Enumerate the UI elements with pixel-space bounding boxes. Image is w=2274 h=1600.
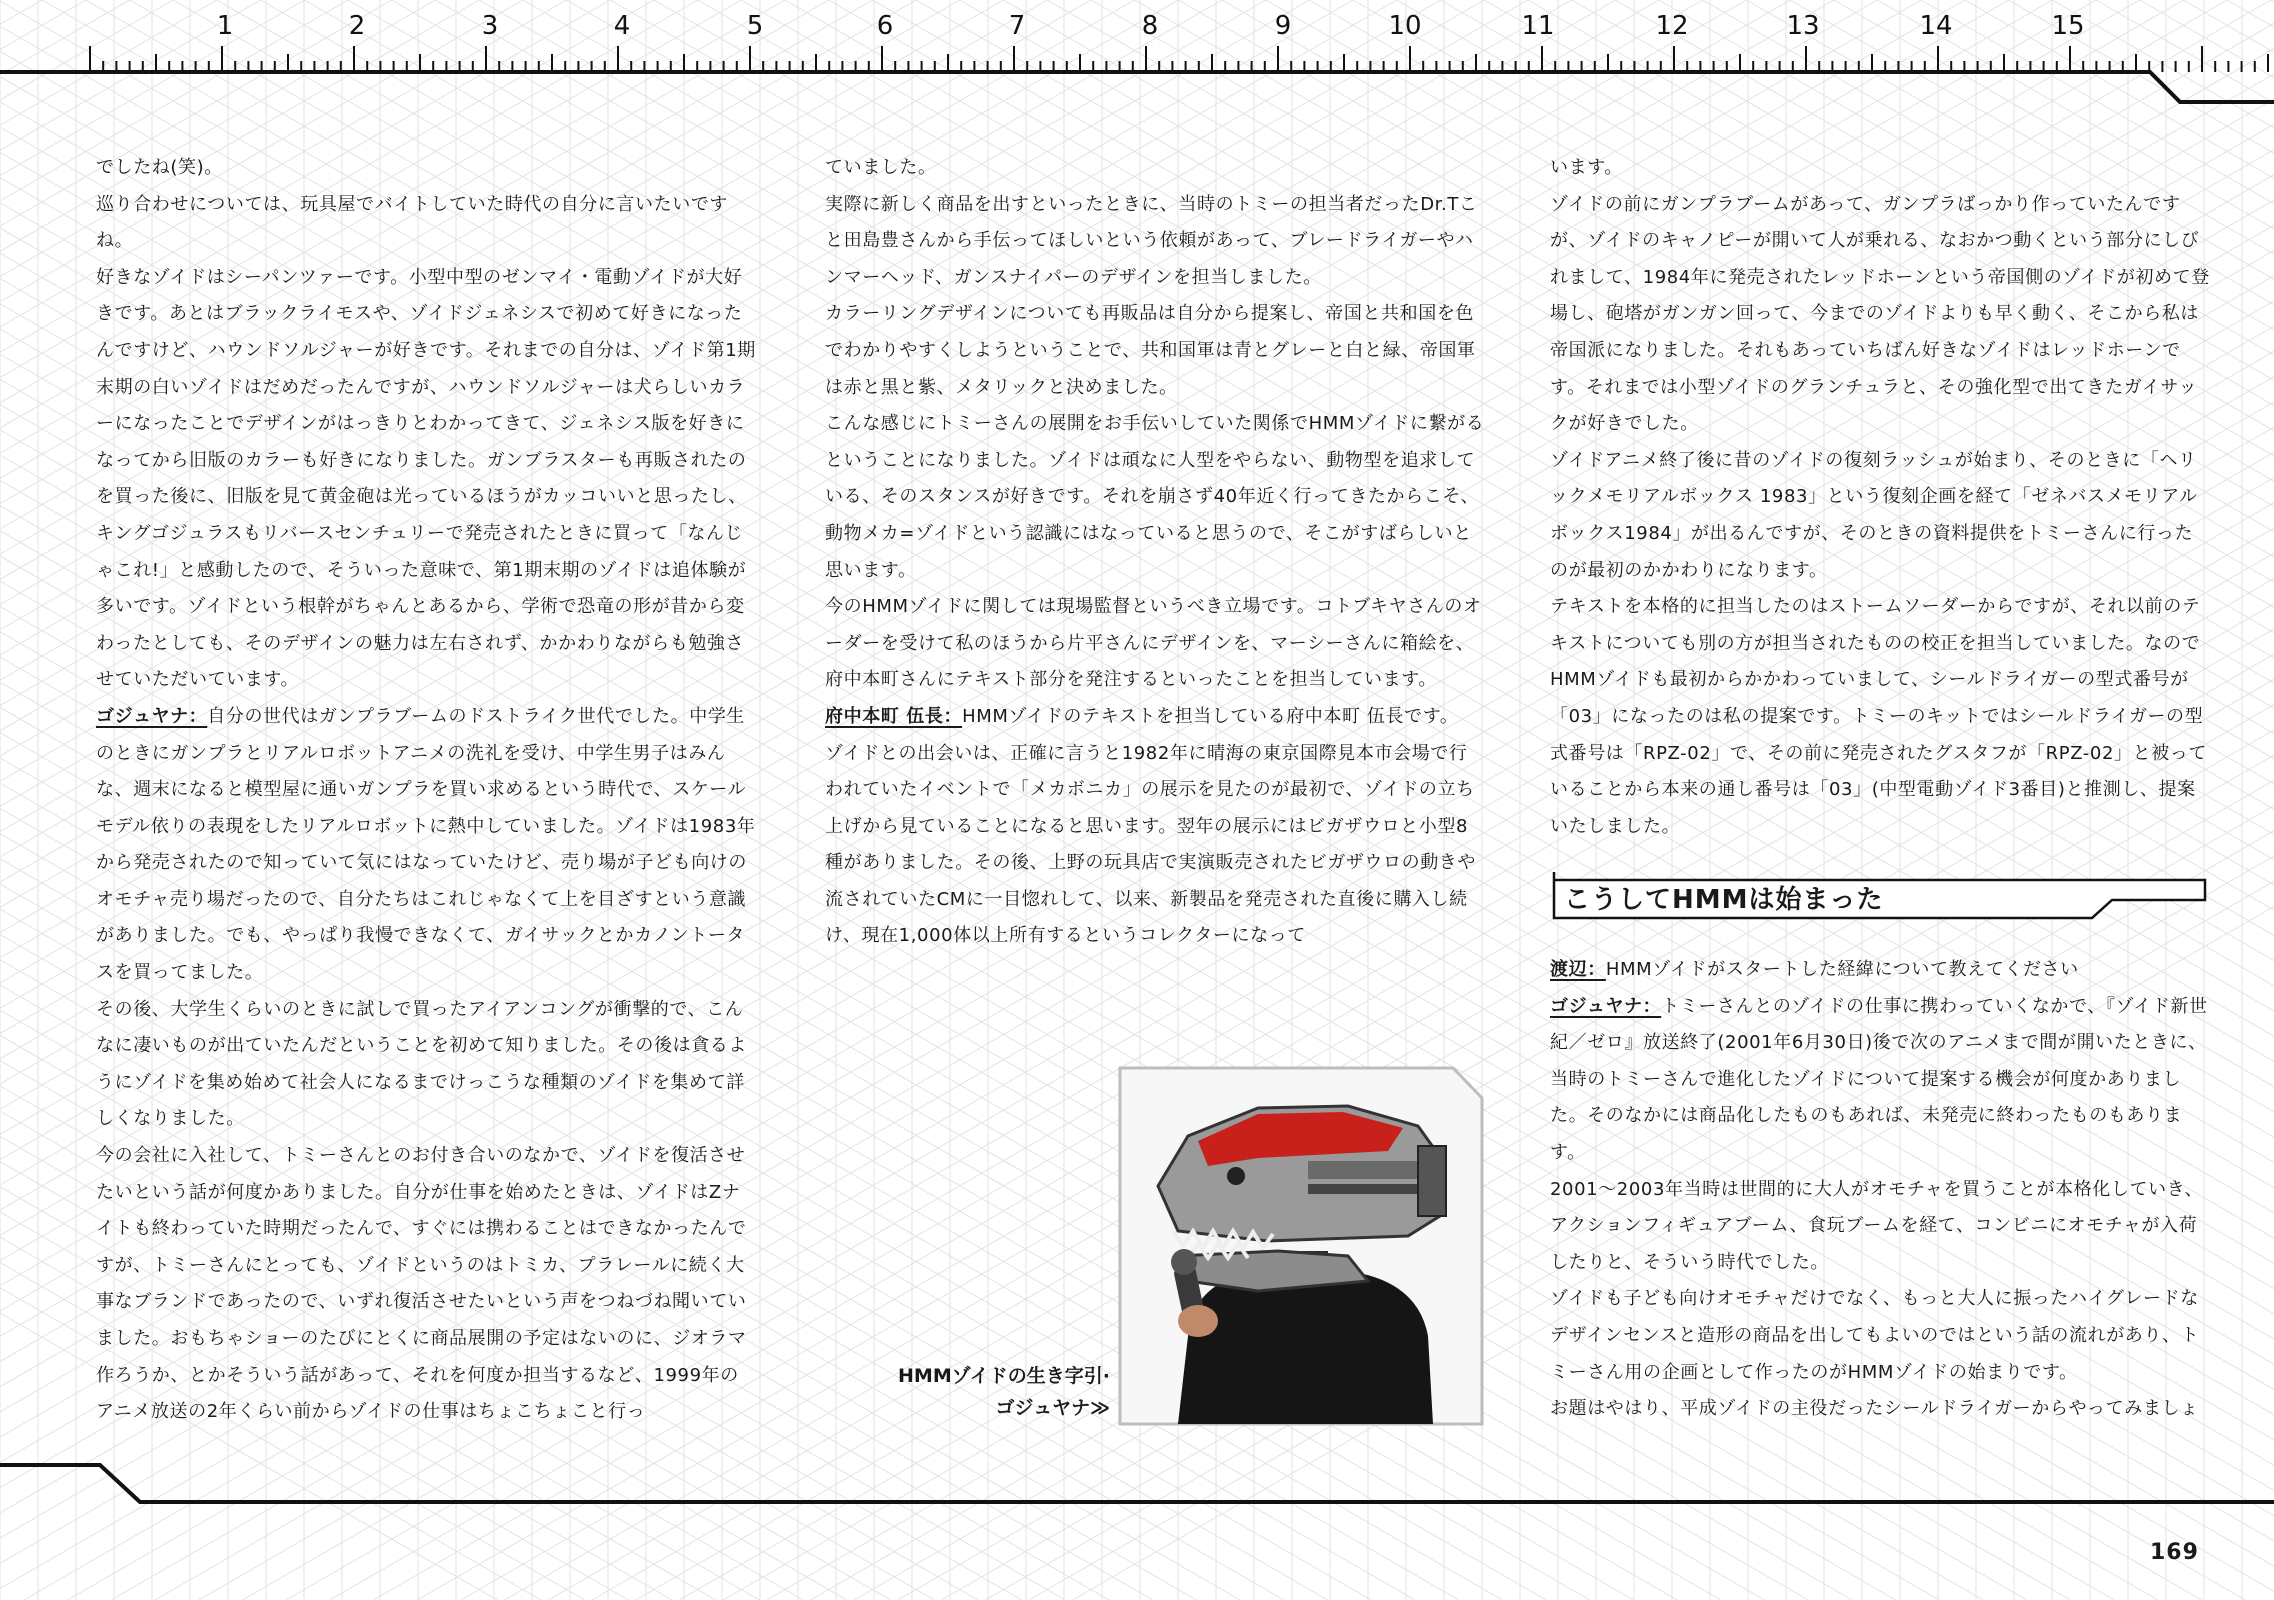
speaker-name: ゴジュヤナ： [96, 705, 208, 727]
ruler-number: 13 [1786, 11, 1820, 41]
speaker-text: HMMゾイドのテキストを担当している府中本町 伍長です。 [962, 705, 1459, 727]
paragraph [1550, 952, 2210, 989]
paragraph: ゾイドアニメ終了後に昔のゾイドの復刻ラッシュが始まり、そのときに「ヘリックメモリアルボックス 1983」という復刻企画を経て「ゼネバスメモリアルボックス1984」が出るんですが、そのときの資料提供をトミーさんに行ったのが最初のかかわりになります。 [1550, 449, 2198, 581]
interviewee-photo [1118, 1066, 1484, 1426]
paragraph: お題はやはり、平成ゾイドの主役だったシールドライガーからやってみましょ [1550, 1398, 2199, 1420]
paragraph: カラーリングデザインについても再販品は自分から提案し、帝国と共和国を色でわかりやすくしようということで、共和国軍は青とグレーと白と緑、帝国軍は赤と黒と紫、メタリックと決めました。 [825, 303, 1476, 398]
speaker-name: 渡辺： [1550, 959, 1606, 980]
paragraph: ゾイドも子ども向けオモチャだけでなく、もっと大人に振ったハイグレードなデザインセンスと造形の商品を出してもよいのではという話の流れがあり、トミーさん用の企画として作ったのがHMMゾイドの始まりです。 [1550, 1288, 2200, 1383]
photo-caption [880, 1360, 1110, 1424]
paragraph: 2001～2003年当時は世間的に大人がオモチャを買うことが本格化していき、アクションフィギュアブーム、食玩ブームを経て、コンビニにオモチャが入荷したりと、そういう時代でした。 [1550, 1178, 2204, 1273]
paragraph: 好きなゾイドはシーパンツァーです。小型中型のゼンマイ・電動ゾイドが大好きです。あとはブラックライモスや、ゾイドジェネシスで初めて好きになったんですけど、ハウンドソルジャーが好きです。それまでの自分は、ゾイド第1期末期の白いゾイドはだめだったんですが、ハウンドソルジャーは犬らしいカラーになったことでデザインがはっきりとわかってきて、ジェネシス版を好きになってから旧版のカラーも好きになりました。ガンブラスターも再販されたのを買った後に、旧版を見て黄金砲は光っているほうがカッコいいと思ったし、キングゴジュラスもリバースセンチュリーで発売されたときに買って「なんじゃこれ!」と感動したので、そういった意味で、第1期末期のゾイドは追体験が多いです。ゾイドという根幹がちゃんとあるから、学術で恐竜の形が昔から変わったとしても、そのデザインの魅力は左右されず、かかわりながらも勉強させていただいています。 [96, 266, 756, 691]
paragraph: 今のHMMゾイドに関しては現場監督というべき立場です。コトブキヤさんのオーダーを受けて私のほうから片平さんにデザインを、マーシーさんに箱絵を、府中本町さんにテキスト部分を発注するといったことを担当しています。 [825, 596, 1482, 691]
paragraph [825, 699, 1485, 736]
paragraph: 巡り合わせについては、玩具屋でバイトしていた時代の自分に言いたいですね。 [96, 193, 729, 252]
page-number: 169 [2150, 1540, 2199, 1565]
caption-line-2: ゴジュヤナ≫ [995, 1397, 1110, 1419]
paragraph: その後、大学生くらいのときに試しで買ったアイアンコングが衝撃的で、こんなに凄いものが出ていたんだということを初めて知りました。その後は貪るようにゾイドを集め始めて社会人になるまでけっこうな種類のゾイドを集めて詳しくなりました。 [96, 998, 747, 1130]
ruler-number: 14 [1919, 11, 1953, 41]
paragraph: ゾイドとの出会いは、正確に言うと1982年に晴海の東京国際見本市会場で行われていたイベントで「メカボニカ」の展示を見たのが最初で、ゾイドの立ち上げから見ていることになると思います。翌年の展示にはビガザウロと小型8種がありました。その後、上野の玩具店で実演販売されたビガザウロの動きや流されていたCMに一目惚れして、以来、新製品を発売された直後に購入し続け、現在1,000体以上所有するというコレクターになって [825, 742, 1476, 947]
paragraph: テキストを本格的に担当したのはストームソーダーからですが、それ以前のテキストについても別の方が担当されたものの校正を担当していました。なのでHMMゾイドも最初からかかわっていまして、シールドライガーの型式番号が「03」になったのは私の提案です。トミーのキットではシールドライガーの型式番号は「RPZ-02」で、その前に発売されたグスタフが「RPZ-02」と被っていることから本来の通し番号は「03」(中型電動ゾイド3番目)と推測し、提案いたしました。 [1550, 596, 2208, 837]
ruler-number: 10 [1388, 11, 1422, 41]
ruler-number: 9 [1274, 11, 1292, 41]
ruler-number: 2 [348, 11, 366, 41]
paragraph: でしたね(笑)。 [96, 157, 223, 178]
ruler-number: 11 [1521, 11, 1555, 41]
zoid-helmet-figure-image [1118, 1066, 1484, 1426]
section-body [1550, 952, 2210, 1428]
text-column-2 [825, 150, 1485, 955]
ruler-number: 4 [613, 11, 631, 41]
ruler-number: 12 [1655, 11, 1689, 41]
text-column-1 [96, 150, 756, 1431]
ruler-number: 1 [216, 11, 234, 41]
speaker-name: ゴジュヤナ： [1550, 995, 1662, 1017]
paragraph [96, 699, 756, 992]
paragraph: こんな感じにトミーさんの展開をお手伝いしていた関係でHMMゾイドに繋がるということになりました。ゾイドは頑なに人型をやらない、動物型を追求している、そのスタンスが好きです。それを崩さず40年近く行ってきたからこそ、動物メカ=ゾイドという認識にはなっていると思うので、そこがすばらしいと思います。 [825, 413, 1485, 581]
speaker-text: トミーさんとのゾイドの仕事に携わっていくなかで、『ゾイド新世紀／ゼロ』放送終了(2001年6月30日)後で次のアニメまで間が開いたときに、当時のトミーさんで進化したゾイドについて提案する機会が何度かありました。そのなかには商品化したものもあれば、未発売に終わったものもあります。 [1550, 995, 2208, 1163]
ruler [0, 0, 2274, 110]
paragraph: ていました。 [825, 157, 937, 178]
paragraph: ゾイドの前にガンプラブームがあって、ガンプラばっかり作っていたんですが、ゾイドのキャノピーが開いて人が乗れる、なおかつ動くという部分にしびれまして、1984年に発売されたレッドホーンという帝国側のゾイドが初めて登場し、砲塔がガンガン回って、今までのゾイドよりも早く動く、そこから私は帝国派になりました。それもあっていちばん好きなゾイドはレッドホーンです。それまでは小型ゾイドのグランチュラと、その強化型で出てきたガイサックが好きでした。 [1550, 193, 2210, 435]
caption-line-1: HMMゾイドの生き字引· [898, 1365, 1110, 1387]
speaker-text: 自分の世代はガンプラブームのドストライク世代でした。中学生のときにガンプラとリアルロボットアニメの洗礼を受け、中学生男子はみんな、週末になると模型屋に通いガンプラを買い求めるという時代で、スケールモデル依りの表現をしたリアルロボットに熱中していました。ゾイドは1983年から発売されたので知っていて気にはなっていたけど、売り場が子ども向けのオモチャ売り場だったので、自分たちはこれじゃなくて上を目ざすという意識がありました。でも、やっぱり我慢できなくて、ガイサックとかカノントータスを買ってました。 [96, 705, 756, 984]
ruler-number: 15 [2051, 11, 2085, 41]
paragraph: 実際に新しく商品を出すといったときに、当時のトミーの担当者だったDr.Tこと田島豊さんから手伝ってほしいという依頼があって、ブレードライガーやハンマーヘッド、ガンスナイパーのデザインを担当しました。 [825, 193, 1478, 288]
section-heading-text: こうしてHMMは始まった [1564, 885, 1884, 915]
paragraph: います。 [1550, 157, 1623, 178]
section-heading [1552, 870, 2207, 920]
paragraph: 今の会社に入社して、トミーさんとのお付き合いのなかで、ゾイドを復活させたいという話が何度かありました。自分が仕事を始めたときは、ゾイドはZナイトも終わっていた時期だったんで、すぐには携わることはできなかったんですが、トミーさんにとっても、ゾイドというのはトミカ、プラレールに続く大事なブランドであったので、いずれ復活させたいという声をつねづね聞いていました。おもちゃショーのたびにとくに商品展開の予定はないのに、ジオラマ作ろうか、とかそういう話があって、それを何度か担当するなど、1999年のアニメ放送の2年くらい前からゾイドの仕事はちょこちょこと行っ [96, 1145, 747, 1423]
ruler-number: 8 [1141, 11, 1159, 41]
paragraph [1550, 989, 2210, 1172]
ruler-number: 7 [1008, 11, 1026, 41]
ruler-number: 5 [746, 11, 764, 41]
speaker-name: 府中本町 伍長： [825, 705, 963, 727]
speaker-text: HMMゾイドがスタートした経緯について教えてください [1605, 959, 2079, 980]
text-column-3 [1550, 150, 2210, 845]
ruler-number: 3 [481, 11, 499, 41]
ruler-number: 6 [876, 11, 894, 41]
